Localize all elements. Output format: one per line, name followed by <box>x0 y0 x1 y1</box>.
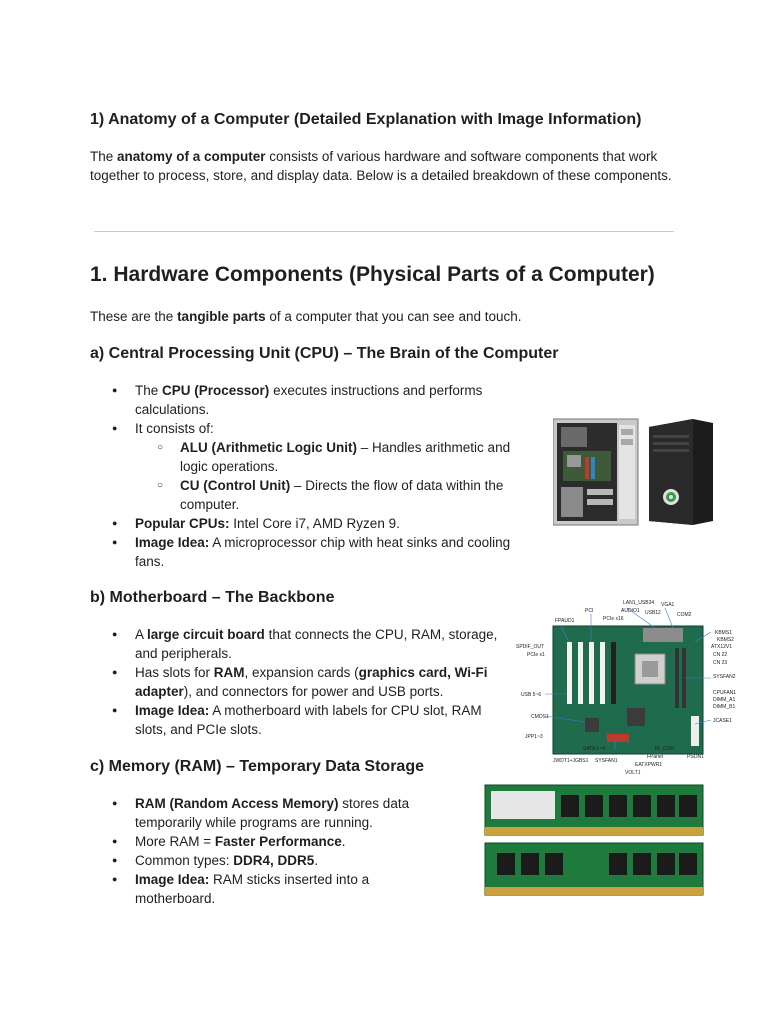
bold-text: CU (Control Unit) <box>180 478 291 493</box>
ram-heading: c) Memory (RAM) – Temporary Data Storage <box>90 758 424 775</box>
mb-label: CN 23 <box>713 660 728 666</box>
text: . <box>314 853 319 868</box>
section-heading-hardware: 1. Hardware Components (Physical Parts of a Computer) <box>90 263 655 286</box>
list-item <box>90 794 425 832</box>
list-item <box>135 438 535 476</box>
text: A microprocessor chip with heat sinks and cooling fans. <box>135 535 511 569</box>
list-item <box>90 381 535 419</box>
mb-label: CMOS1 <box>531 714 549 720</box>
page-title: 1) Anatomy of a Computer (Detailed Explanation with Image Information) <box>90 111 642 128</box>
mb-label: PCI <box>585 608 594 614</box>
cpu-heading: a) Central Processing Unit (CPU) – The Brain of the Computer <box>90 345 559 362</box>
text: A motherboard with labels for CPU slot, RAM slots, and PCIe slots. <box>135 703 482 737</box>
list-item <box>90 832 425 851</box>
mb-label: SATA 1~4 <box>583 746 605 752</box>
text: It consists of: <box>135 421 214 436</box>
motherboard-list <box>90 625 505 739</box>
bold-text: RAM (Random Access Memory) <box>135 796 339 811</box>
mb-label: PSON1 <box>687 754 704 760</box>
ram-list <box>90 794 425 908</box>
text: A <box>135 627 148 642</box>
motherboard-heading: b) Motherboard – The Backbone <box>90 589 335 606</box>
mb-label: CPUFAN1 <box>713 690 737 696</box>
mb-label: PCIe x16 <box>603 616 624 622</box>
mb-label: USB 5~6 <box>521 692 542 698</box>
mb-label: PCIe x1 <box>527 652 545 658</box>
tangible-text-post: of a computer that you can see and touch. <box>265 309 522 324</box>
list-item <box>90 701 505 739</box>
bold-text: RAM <box>213 665 245 680</box>
mb-label: SYSFAN1 <box>595 758 618 764</box>
bold-text: graphics card, Wi-Fi adapter <box>135 665 488 699</box>
text: stores data temporarily while programs are running. <box>135 796 410 830</box>
mb-label: FPanel <box>647 754 663 760</box>
list-item <box>90 625 505 663</box>
text: that connects the CPU, RAM, storage, and peripherals. <box>135 627 498 661</box>
tangible-text-bold: tangible parts <box>177 309 266 324</box>
text: Common types: <box>135 853 234 868</box>
mb-label: ATX12V1 <box>711 644 733 650</box>
text: ), and connectors for power and USB ports. <box>183 684 444 699</box>
text: RAM sticks inserted into a motherboard. <box>135 872 370 906</box>
mb-label: JWDT1+JGBS1 <box>553 758 589 764</box>
motherboard-image <box>515 598 739 776</box>
bold-text: Popular CPUs: <box>135 516 230 531</box>
intro-text-bold: anatomy of a computer <box>117 149 266 164</box>
mb-label: SPDIF_OUT <box>516 644 545 650</box>
mb-label: JCASE1 <box>713 718 732 724</box>
mb-label: KBMS1 <box>715 630 732 636</box>
bold-text: Image Idea: <box>135 703 210 718</box>
text: . <box>341 834 346 849</box>
computer-case-image <box>553 417 716 527</box>
text: Intel Core i7, AMD Ryzen 9. <box>229 516 400 531</box>
mb-label: VOLT1 <box>625 770 641 776</box>
mb-label: USB12 <box>645 610 661 616</box>
mb-label: VGA1 <box>661 602 675 608</box>
mb-label: FPAUD1 <box>555 618 575 624</box>
cpu-sublist <box>135 438 535 514</box>
text: – Handles arithmetic and logic operations. <box>180 440 511 474</box>
mb-label: CN 22 <box>713 652 728 658</box>
list-item <box>90 514 535 533</box>
cpu-list <box>90 381 535 571</box>
list-item <box>90 533 535 571</box>
mb-label: LAN1_USB34 <box>623 600 655 606</box>
intro-paragraph <box>90 147 690 185</box>
text: – Directs the flow of data within the computer. <box>180 478 504 512</box>
bold-text: Image Idea: <box>135 872 210 887</box>
list-item <box>135 476 535 514</box>
intro-text-post: consists of various hardware and software components that work together to process, store, and display data. Below is a detailed breakdown of these components. <box>90 149 672 183</box>
text: executes instructions and performs calculations. <box>135 383 483 417</box>
mb-label: DIMM_A1 <box>713 697 736 703</box>
list-item <box>90 663 505 701</box>
tangible-paragraph <box>90 307 522 326</box>
mb-label: IR_CON <box>655 746 674 752</box>
text: Has slots for <box>135 665 214 680</box>
bold-text: large circuit board <box>147 627 265 642</box>
ram-sticks-image <box>483 783 706 899</box>
text: The <box>135 383 163 398</box>
bold-text: DDR4, DDR5 <box>233 853 315 868</box>
bold-text: ALU (Arithmetic Logic Unit) <box>180 440 357 455</box>
mb-label: JPP1~3 <box>525 734 543 740</box>
list-item <box>90 419 535 514</box>
bold-text: CPU (Processor) <box>162 383 270 398</box>
mb-label: EATXPWR1 <box>635 762 663 768</box>
mb-label: DIMM_B1 <box>713 704 736 710</box>
bold-text: Image Idea: <box>135 535 210 550</box>
bold-text: Faster Performance <box>214 834 342 849</box>
text: More RAM = <box>135 834 215 849</box>
list-item <box>90 870 425 908</box>
mb-label: AUDIO1 <box>621 608 640 614</box>
mb-label: KBMS2 <box>717 637 734 643</box>
mb-label: COM2 <box>677 612 692 618</box>
mb-label: SYSFAN2 <box>713 674 736 680</box>
intro-text-pre: The <box>90 149 118 164</box>
list-item <box>90 851 425 870</box>
tangible-text-pre: These are the <box>90 309 178 324</box>
horizontal-divider <box>94 231 674 232</box>
text: , expansion cards ( <box>244 665 359 680</box>
